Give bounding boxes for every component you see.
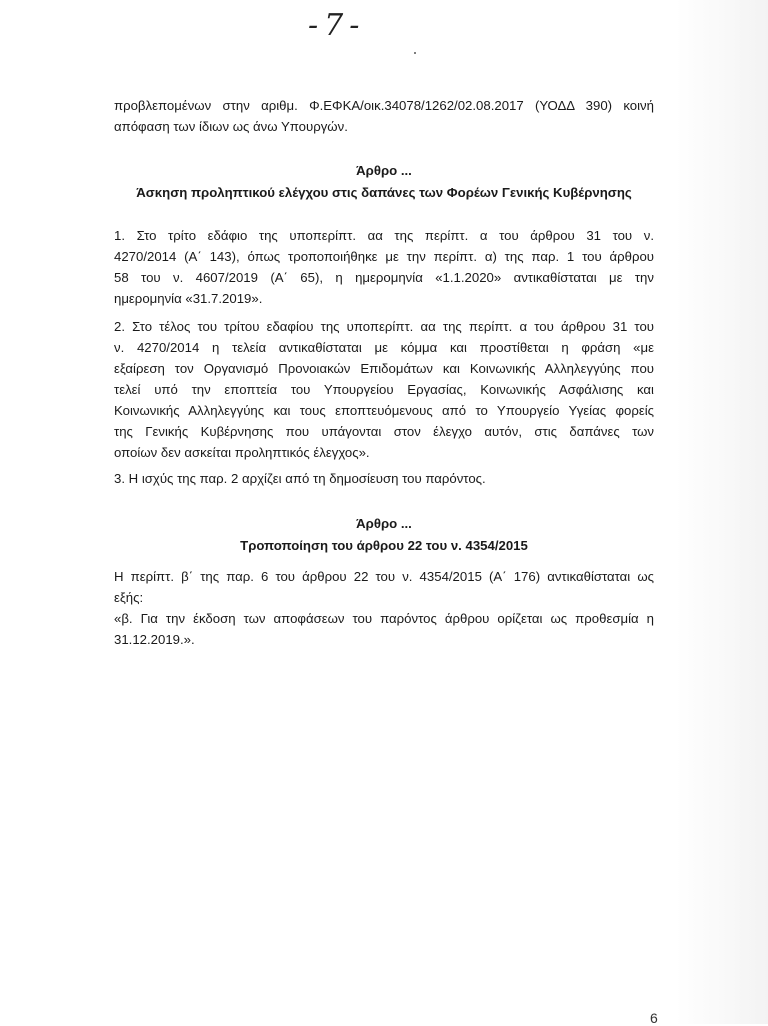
text-line: της Γενικής Κυβέρνησης που υπάγονται στον έλεγχο αυτόν, στις δαπάνες των xyxy=(114,424,654,439)
text-line: 31.12.2019.». xyxy=(114,632,195,647)
text-line: 2. Στο τέλος του τρίτου εδαφίου της υποπερίπτ. αα της περίπτ. α του άρθρου 31 του xyxy=(114,319,654,334)
paragraph-1 xyxy=(114,225,654,309)
intro-paragraph xyxy=(114,95,654,137)
corner-mark: 6 xyxy=(650,1010,658,1026)
text-line: προβλεπομένων στην αριθμ. Φ.ΕΦΚΑ/οικ.34078/1262/02.08.2017 (ΥΟΔΔ 390) κοινή xyxy=(114,98,654,113)
article-title: Τροποποίηση του άρθρου 22 του ν. 4354/2015 xyxy=(240,538,528,553)
paragraph-3 xyxy=(114,468,654,489)
text-line: 1. Στο τρίτο εδάφιο της υποπερίπτ. αα της περίπτ. α του άρθρου 31 του ν. xyxy=(114,228,654,243)
text-line: 4270/2014 (Α΄ 143), όπως τροποποιήθηκε με την περίπτ. α) της παρ. 1 του άρθρου xyxy=(114,249,654,264)
paragraph-4 xyxy=(114,566,654,608)
paragraph-5 xyxy=(114,608,654,650)
text-line: απόφαση των ίδιων ως άνω Υπουργών. xyxy=(114,119,348,134)
article-heading: Άρθρο ... xyxy=(356,163,412,178)
text-line: Κοινωνικής Αλληλεγγύης και τους εποπτευόμενους από το Υπουργείο Υγείας φορείς xyxy=(114,403,654,418)
article-heading: Άρθρο ... xyxy=(356,516,412,531)
text-line: εξής: xyxy=(114,590,144,605)
text-line: ημερομηνία «31.7.2019». xyxy=(114,291,263,306)
paragraph-2 xyxy=(114,316,654,463)
text-line: οποίων δεν ασκείται προληπτικός έλεγχος». xyxy=(114,445,370,460)
text-line: τελεί υπό την εποπτεία του Υπουργείου Εργασίας, Κοινωνικής Ασφάλισης και xyxy=(114,382,654,397)
text-line: 58 του ν. 4607/2019 (Α΄ 65), η ημερομηνία «1.1.2020» αντικαθίσταται με την xyxy=(114,270,654,285)
text-line: Η περίπτ. β΄ της παρ. 6 του άρθρου 22 του ν. 4354/2015 (Α΄ 176) αντικαθίσταται ως xyxy=(114,569,654,584)
text-line: ν. 4270/2014 η τελεία αντικαθίσταται με κόμμα και προστίθεται η φράση «με xyxy=(114,340,654,355)
page-number: -7- xyxy=(308,8,366,43)
text-line: «β. Για την έκδοση των αποφάσεων του παρόντος άρθρου ορίζεται ως προθεσμία η xyxy=(114,611,654,626)
scan-speck xyxy=(414,52,416,54)
text-line: 3. Η ισχύς της παρ. 2 αρχίζει από τη δημοσίευση του παρόντος. xyxy=(114,471,486,486)
article-title: Άσκηση προληπτικού ελέγχου στις δαπάνες των Φορέων Γενικής Κυβέρνησης xyxy=(136,185,632,200)
text-line: εξαίρεση τον Οργανισμό Προνοιακών Επιδομάτων και Κοινωνικής Αλληλεγγύης που xyxy=(114,361,654,376)
